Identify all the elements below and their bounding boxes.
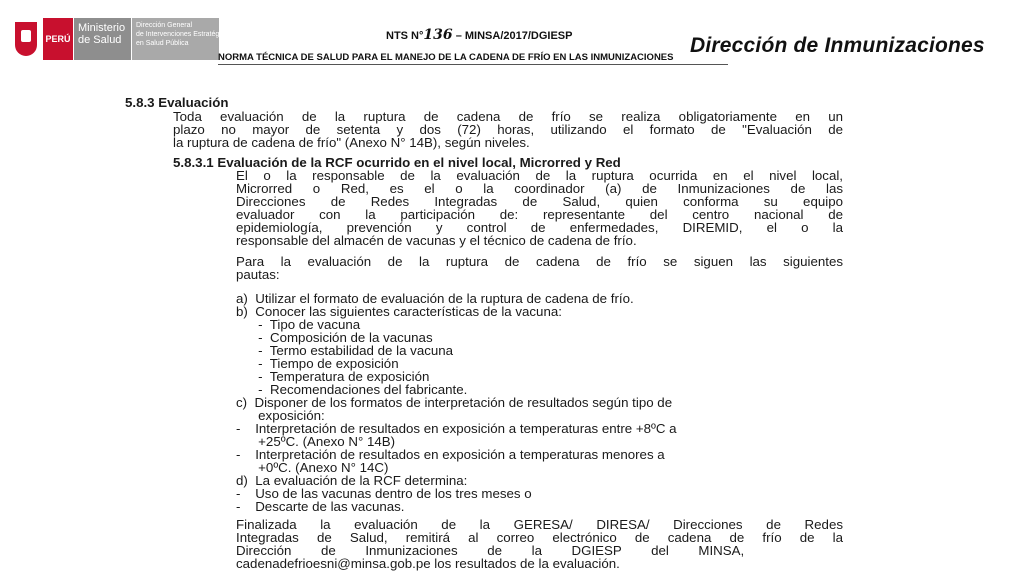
list-item: b) Conocer las siguientes características de la vacuna: xyxy=(236,304,562,319)
list-item: - Interpretación de resultados en exposición a temperaturas entre +8ºC a xyxy=(236,421,677,436)
list-item: d) La evaluación de la RCF determina: xyxy=(236,473,468,488)
list-item: a) Utilizar el formato de evaluación de la ruptura de cadena de frío. xyxy=(236,291,634,306)
logo-ministerio: Ministerio de Salud xyxy=(73,18,131,60)
section-heading: 5.8.3 Evaluación xyxy=(125,95,229,110)
list-item: - Interpretación de resultados en exposición a temperaturas menores a xyxy=(236,447,665,462)
intro-line: plazo no mayor de setenta y dos (72) horas, utilizando el formato de "Evaluación de xyxy=(173,122,843,137)
sub-para-line: Microrred o Red, es el o la coordinador (a) de Inmunizaciones de las xyxy=(236,181,843,196)
final-para-line: Integradas de Salud, remitirá al correo electrónico de cadena de frío de la xyxy=(236,530,843,545)
list-item: c) Disponer de los formatos de interpretación de resultados según tipo de xyxy=(236,395,673,410)
intro-line: Toda evaluación de la ruptura de cadena de frío se realiza obligatoriamente en un xyxy=(173,109,843,124)
norma-title: NORMA TÉCNICA DE SALUD PARA EL MANEJO DE LA CADENA DE FRÍO EN LAS INMUNIZACIONES xyxy=(218,52,674,63)
logo-peru-label: PERÚ xyxy=(43,18,73,60)
list-item: - Composición de la vacunas xyxy=(236,330,433,345)
sub-para-line: Direcciones de Redes Integradas de Salud, quien conforma su equipo xyxy=(236,194,843,209)
pautas-line: pautas: xyxy=(236,267,280,282)
list-item: - Temperatura de exposición xyxy=(236,369,430,384)
list-item: exposición: xyxy=(236,408,325,423)
intro-line: la ruptura de cadena de frío" (Anexo N° 14B), según niveles. xyxy=(173,135,530,150)
sub-para-line: epidemiología, prevención y control de enfermedades, DIREMID, el o la xyxy=(236,220,843,235)
sub-heading: 5.8.3.1 Evaluación de la RCF ocurrido en el nivel local, Microrred y Red xyxy=(173,155,621,170)
header-divider xyxy=(218,64,728,65)
minsa-logo xyxy=(15,18,232,60)
overlay-title: Dirección de Inmunizaciones xyxy=(690,34,985,57)
list-item: - Tipo de vacuna xyxy=(236,317,361,332)
final-para-line: cadenadefrioesni@minsa.gob.pe los resultados de la evaluación. xyxy=(236,556,620,571)
list-item: +25ºC. (Anexo N° 14B) xyxy=(236,434,396,449)
list-item: - Tiempo de exposición xyxy=(236,356,399,371)
logo-direccion-general: Dirección General de Intervenciones Estratégicas en Salud Pública xyxy=(131,18,219,60)
nts-handwritten-number: 136 xyxy=(423,27,453,43)
list-item: +0ºC. (Anexo N° 14C) xyxy=(236,460,389,475)
list-item: - Descarte de las vacunas. xyxy=(236,499,405,514)
sub-para-line: El o la responsable de la evaluación de la ruptura ocurrida en el nivel local, xyxy=(236,168,843,183)
list-item: - Termo estabilidad de la vacuna xyxy=(236,343,454,358)
document-header xyxy=(0,0,1024,70)
final-para-line: Finalizada la evaluación de la GERESA/ DIRESA/ Direcciones de Redes xyxy=(236,517,843,532)
pautas-line: Para la evaluación de la ruptura de cadena de frío se siguen las siguientes xyxy=(236,254,843,269)
final-para-line: Dirección de Inmunizaciones de la DGIESP del MINSA, xyxy=(236,543,745,558)
sub-para-line: evaluador con la participación de: representante del centro nacional de xyxy=(236,207,843,222)
peru-shield-icon xyxy=(15,22,37,56)
sub-para-line: responsable del almacén de vacunas y el técnico de cadena de frío. xyxy=(236,233,637,248)
list-item: - Uso de las vacunas dentro de los tres meses o xyxy=(236,486,532,501)
nts-code: NTS N°136 – MINSA/2017/DGIESP xyxy=(386,27,573,43)
list-item: - Recomendaciones del fabricante. xyxy=(236,382,468,397)
